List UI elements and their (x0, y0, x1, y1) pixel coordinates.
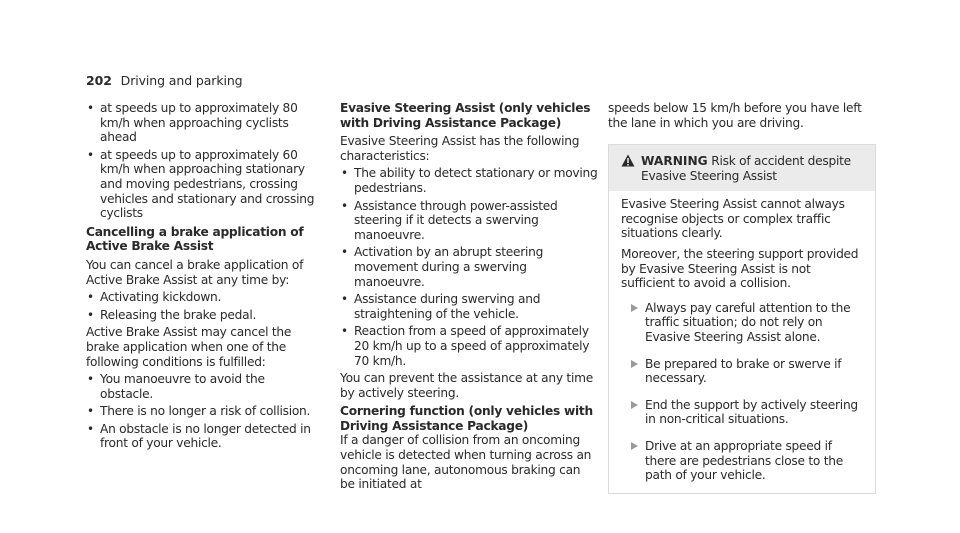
action-text: Drive at an appropriate speed if there are pedestrians close to the path of your vehicle. (645, 438, 843, 483)
list-item: • An obstacle is no longer detected in front of your vehicle. (86, 422, 318, 451)
condition-bullet-list (86, 372, 318, 451)
list-item: • Activating kickdown. (86, 290, 318, 305)
speed-bullet-list (86, 101, 318, 221)
list-item: • Activation by an abrupt steering movement during a swerving manoeuvre. (340, 245, 598, 289)
list-item (621, 301, 865, 345)
list-item: • at speeds up to approximately 60 km/h when approaching stationary and moving pedestrians, crossing vehicles and stationary and crossing cyclists (86, 148, 318, 221)
characteristics-list (340, 166, 598, 368)
column-2 (340, 101, 598, 492)
section-heading-evasive: Evasive Steering Assist (only vehicles with Driving Assistance Package) (340, 101, 591, 130)
paragraph: Evasive Steering Assist has the following characteristics: (340, 134, 580, 163)
action-text: End the support by actively steering in non-critical situations. (645, 397, 858, 427)
column-3 (608, 101, 870, 494)
paragraph: You can prevent the assistance at any time by actively steering. (340, 371, 593, 400)
action-arrow-icon (631, 401, 638, 409)
list-item: • The ability to detect stationary or moving pedestrians. (340, 166, 598, 195)
list-item: • at speeds up to approximately 80 km/h when approaching cyclists ahead (86, 101, 318, 145)
action-text: Always pay careful attention to the traffic situation; do not rely on Evasive Steering Assist alone. (645, 300, 851, 344)
warning-triangle-icon (621, 154, 635, 167)
warning-header (609, 145, 875, 191)
action-arrow-icon (631, 442, 638, 450)
warning-label: WARNING (641, 154, 708, 169)
list-item: • Releasing the brake pedal. (86, 308, 318, 323)
action-arrow-icon (631, 304, 638, 312)
warning-box (608, 144, 876, 494)
warning-body (609, 191, 875, 493)
page-header (86, 73, 243, 88)
warning-title-text: Risk of accident despite Evasive Steering Assist (641, 154, 851, 183)
list-item: • Reaction from a speed of approximately 20 km/h up to a speed of approximately 70 km/h. (340, 324, 598, 368)
list-item (621, 398, 865, 427)
action-arrow-icon (631, 360, 638, 368)
warning-title (621, 154, 865, 183)
list-item: • There is no longer a risk of collision. (86, 404, 318, 419)
list-item (621, 357, 865, 386)
section-title: Driving and parking (120, 73, 243, 88)
warning-paragraph: Evasive Steering Assist cannot always recognise objects or complex traffic situations clearly. (621, 197, 845, 241)
paragraph: Active Brake Assist may cancel the brake application when one of the following conditions is fulfilled: (86, 325, 292, 369)
list-item (621, 439, 865, 483)
action-text: Be prepared to brake or swerve if necessary. (645, 356, 842, 386)
section-heading-cancelling: Cancelling a brake application of Active Brake Assist (86, 224, 304, 254)
list-item: • You manoeuvre to avoid the obstacle. (86, 372, 318, 401)
warning-paragraph: Moreover, the steering support provided by Evasive Steering Assist is not sufficient to avoid a collision. (621, 246, 859, 291)
warning-action-list (621, 301, 865, 483)
list-item: • Assistance during swerving and straightening of the vehicle. (340, 292, 598, 321)
cancel-bullet-list (86, 290, 318, 322)
paragraph: You can cancel a brake application of Active Brake Assist at any time by: (86, 257, 304, 287)
section-heading-cornering: Cornering function (only vehicles with Driving Assistance Package) (340, 404, 593, 433)
paragraph: speeds below 15 km/h before you have left the lane in which you are driving. (608, 101, 862, 130)
paragraph: If a danger of collision from an oncoming vehicle is detected when turning across an oncoming lane, autonomous braking can be initiated at (340, 433, 592, 492)
page-number: 202 (86, 73, 112, 88)
list-item: • Assistance through power-assisted steering if it detects a swerving manoeuvre. (340, 199, 598, 243)
column-1 (86, 101, 318, 454)
